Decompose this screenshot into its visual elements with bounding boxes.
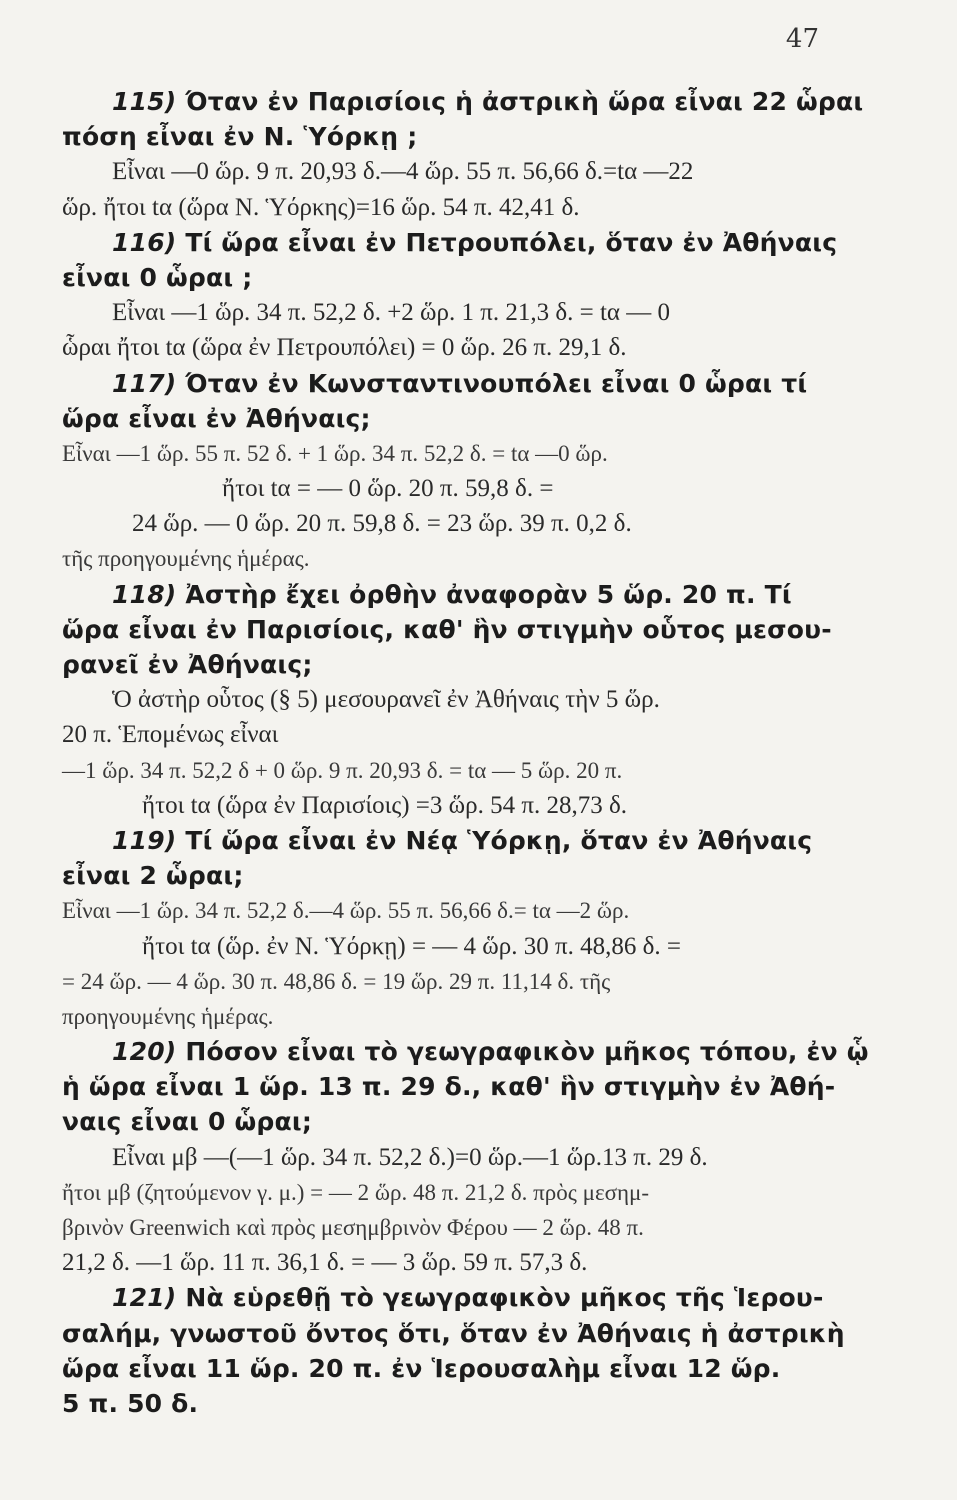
question-line: [62, 1069, 836, 1104]
question-line: [62, 1386, 832, 1421]
question-line: [62, 612, 832, 647]
line-text: τῆς προηγουμένης ἡμέρας.: [62, 546, 310, 572]
answer-line: [62, 1140, 832, 1175]
problem-heading-line: [62, 823, 832, 858]
answer-line: [62, 471, 832, 506]
line-text: πόση εἶναι ἐν Ν. Ὑόρκῃ ;: [62, 122, 418, 152]
line-text: ὥρα εἶναι ἐν Παρισίοις, καθ' ἣν στιγμὴν οὗτος μεσου-: [62, 614, 832, 644]
line-text: ἤτοι tα (ὥρ. ἐν Ν. Ὑόρκῃ) = — 4 ὥρ. 30 π. 48,86 δ. =: [142, 932, 681, 960]
line-text: ἡ ὥρα εἶναι 1 ὥρ. 13 π. 29 δ., καθ' ἣν στιγμὴν ἐν Ἀθή-: [62, 1072, 836, 1102]
question-line: [62, 1104, 832, 1139]
line-text: ὥρα εἶναι ἐν Ἀθήναις;: [62, 403, 371, 433]
answer-line: [62, 753, 832, 788]
question-line: [62, 1316, 845, 1351]
answer-line: [62, 929, 832, 964]
problem-number: 119): [112, 825, 177, 855]
line-text: Εἶναι —0 ὥρ. 9 π. 20,93 δ.—4 ὥρ. 55 π. 56,66 δ.=tα —22: [112, 158, 694, 186]
line-text: Εἶναι —1 ὥρ. 55 π. 52 δ. + 1 ὥρ. 34 π. 52,2 δ. = tα —0 ὥρ.: [62, 440, 608, 466]
page-text: [62, 84, 869, 1421]
problem-heading-line: [62, 366, 832, 401]
line-text: 5 π. 50 δ.: [62, 1388, 199, 1418]
answer-line: [62, 893, 832, 928]
line-text: ὧραι ἤτοι tα (ὥρα ἐν Πετρουπόλει) = 0 ὥρ. 26 π. 29,1 δ.: [62, 334, 627, 362]
line-text: ἤτοι tα (ὥρα ἐν Παρισίοις) =3 ὥρ. 54 π. 28,73 δ.: [142, 791, 627, 819]
answer-line: [62, 682, 832, 717]
problem-heading-line: [62, 225, 838, 260]
line-text: σαλήμ, γνωστοῦ ὄντος ὅτι, ὅταν ἐν Ἀθήναις ἡ ἀστρικὴ: [62, 1318, 845, 1348]
problem-number: 116): [112, 227, 177, 257]
question-line: [62, 1351, 832, 1386]
question-line: [62, 119, 832, 154]
answer-line: [62, 506, 832, 541]
answer-line: [62, 190, 832, 225]
question-line: [62, 858, 832, 893]
problem-heading-line: [62, 1280, 832, 1315]
line-text: Εἶναι —1 ὥρ. 34 π. 52,2 δ.—4 ὥρ. 55 π. 56,66 δ.= tα —2 ὥρ.: [62, 898, 630, 924]
line-text: ὥρ. ἤτοι tα (ὥρα Ν. Ὑόρκης)=16 ὥρ. 54 π. 42,41 δ.: [62, 193, 580, 221]
line-text: Εἶναι μβ —(—1 ὥρ. 34 π. 52,2 δ.)=0 ὥρ.—1 ὥρ.13 π. 29 δ.: [112, 1143, 708, 1171]
answer-line: [62, 330, 832, 365]
answer-line: [62, 541, 832, 576]
problem-heading-line: [62, 577, 832, 612]
line-text: 24 ὥρ. — 0 ὥρ. 20 π. 59,8 δ. = 23 ὥρ. 39 π. 0,2 δ.: [132, 510, 632, 538]
problem-number: 121): [112, 1283, 177, 1313]
page-number: 47: [785, 24, 819, 54]
line-text: = 24 ὥρ. — 4 ὥρ. 30 π. 48,86 δ. = 19 ὥρ. 29 π. 11,14 δ. τῆς: [62, 968, 611, 994]
line-text: ἤτοι tα = — 0 ὥρ. 20 π. 59,8 δ. =: [222, 475, 554, 503]
line-text: εἶναι 0 ὧραι ;: [62, 262, 253, 292]
line-text: βρινὸν Greenwich καὶ πρὸς μεσημβρινὸν Φέρου — 2 ὥρ. 48 π.: [62, 1215, 644, 1240]
answer-line: [62, 295, 832, 330]
line-text: 21,2 δ. —1 ὥρ. 11 π. 36,1 δ. = — 3 ὥρ. 59 π. 57,3 δ.: [62, 1249, 588, 1277]
line-text: Όταν ἐν Παρισίοις ἡ ἀστρικὴ ὥρα εἶναι 22 ὧραι: [176, 87, 864, 116]
answer-line: [62, 436, 832, 471]
line-text: Νὰ εὑρεθῇ τὸ γεωγραφικὸν μῆκος τῆς Ἱερου-: [176, 1283, 824, 1313]
answer-line: [62, 999, 832, 1034]
line-text: Πόσον εἶναι τὸ γεωγραφικὸν μῆκος τόπου, ἐν ᾧ: [176, 1037, 869, 1067]
question-line: [62, 647, 832, 682]
answer-line: [62, 717, 832, 752]
line-text: Ὁ ἀστὴρ οὗτος (§ 5) μεσουρανεῖ ἐν Ἀθήναις τὴν 5 ὥρ.: [112, 686, 660, 714]
answer-line: [62, 1210, 832, 1245]
problem-heading-line: [62, 84, 864, 119]
line-text: ὥρα εἶναι 11 ὥρ. 20 π. ἐν Ἱερουσαλὴμ εἶναι 12 ὥρ.: [62, 1353, 781, 1383]
answer-line: [62, 964, 832, 999]
problem-number: 115): [112, 87, 177, 116]
answer-line: [62, 788, 832, 823]
answer-line: [62, 1245, 832, 1280]
problem-number: 120): [112, 1037, 177, 1067]
line-text: ἤτοι μβ (ζητούμενον γ. μ.) = — 2 ὥρ. 48 π. 21,2 δ. πρὸς μεσημ-: [62, 1179, 650, 1205]
line-text: Τί ὥρα εἶναι ἐν Νέᾳ Ὑόρκῃ, ὅταν ἐν Ἀθήναις: [176, 825, 813, 855]
question-line: [62, 401, 832, 436]
line-text: Εἶναι —1 ὥρ. 34 π. 52,2 δ. +2 ὥρ. 1 π. 21,3 δ. = tα — 0: [112, 299, 671, 327]
problem-number: 117): [112, 368, 177, 398]
question-line: [62, 260, 832, 295]
line-text: —1 ὥρ. 34 π. 52,2 δ + 0 ὥρ. 9 π. 20,93 δ. = tα — 5 ὥρ. 20 π.: [62, 757, 623, 783]
line-text: ναις εἶναι 0 ὧραι;: [62, 1107, 313, 1137]
line-text: 20 π. Ἑπομένως εἶναι: [62, 721, 279, 749]
answer-line: [62, 154, 832, 189]
problem-number: 118): [112, 579, 177, 609]
line-text: ρανεῖ ἐν Ἀθήναις;: [62, 650, 313, 679]
line-text: Όταν ἐν Κωνσταντινουπόλει εἶναι 0 ὧραι τί: [176, 368, 808, 398]
line-text: Ἀστὴρ ἔχει ὀρθὴν ἀναφορὰν 5 ὥρ. 20 π. Τί: [176, 579, 792, 609]
answer-line: [62, 1175, 832, 1210]
problem-heading-line: [62, 1034, 869, 1069]
line-text: εἶναι 2 ὧραι;: [62, 861, 244, 891]
line-text: Τί ὥρα εἶναι ἐν Πετρουπόλει, ὅταν ἐν Ἀθήναις: [176, 227, 838, 257]
line-text: προηγουμένης ἡμέρας.: [62, 1003, 274, 1029]
